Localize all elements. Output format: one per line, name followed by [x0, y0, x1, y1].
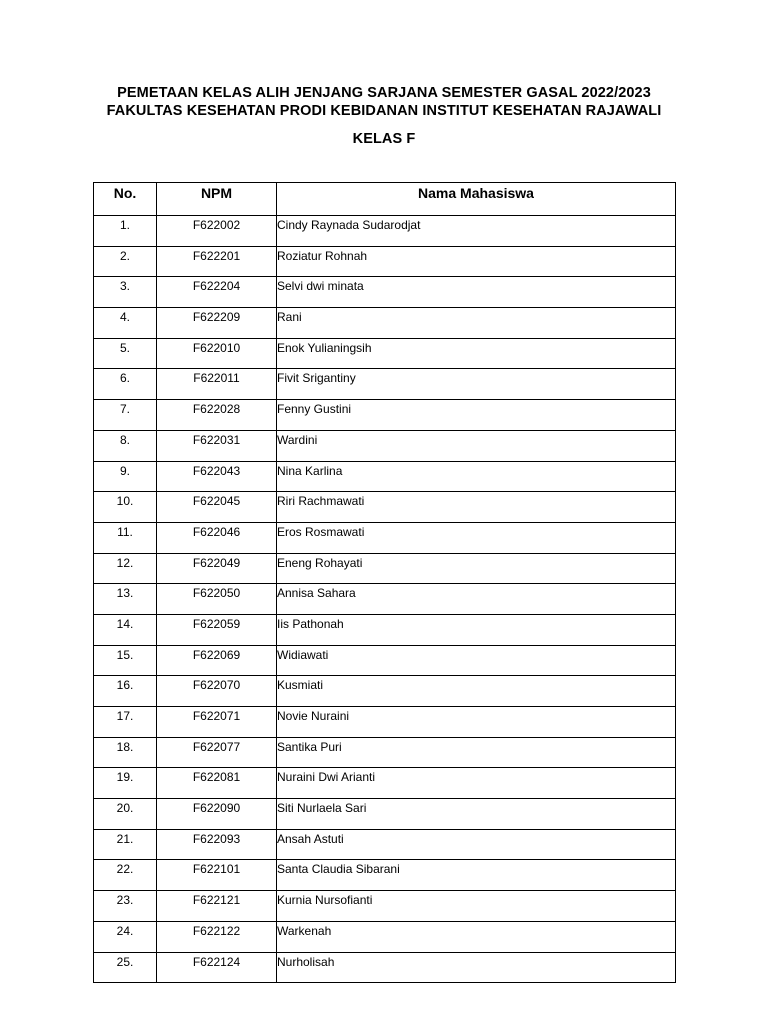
student-npm: F622093: [157, 829, 277, 860]
student-npm: F622002: [157, 216, 277, 247]
table-row: [94, 246, 676, 277]
table-row: [94, 737, 676, 768]
table-row: [94, 338, 676, 369]
table-row: [94, 645, 676, 676]
student-name: Enok Yulianingsih: [277, 338, 676, 369]
student-npm: F622028: [157, 400, 277, 431]
student-npm: F622122: [157, 921, 277, 952]
table-row: [94, 768, 676, 799]
document-subtitle: FAKULTAS KESEHATAN PRODI KEBIDANAN INSTITUT KESEHATAN RAJAWALI: [106, 103, 662, 119]
table-row: [94, 952, 676, 983]
table-row: [94, 400, 676, 431]
row-number: 15.: [94, 645, 157, 676]
student-npm: F622090: [157, 799, 277, 830]
student-npm: F622124: [157, 952, 277, 983]
student-name: Roziatur Rohnah: [277, 246, 676, 277]
row-number: 8.: [94, 430, 157, 461]
row-number: 16.: [94, 676, 157, 707]
document-title: PEMETAAN KELAS ALIH JENJANG SARJANA SEMESTER GASAL 2022/2023: [117, 85, 651, 101]
student-name: Rani: [277, 308, 676, 339]
row-number: 13.: [94, 584, 157, 615]
student-name: Fenny Gustini: [277, 400, 676, 431]
row-number: 21.: [94, 829, 157, 860]
student-name: Nina Karlina: [277, 461, 676, 492]
row-number: 5.: [94, 338, 157, 369]
student-npm: F622050: [157, 584, 277, 615]
column-header-no: No.: [94, 183, 157, 216]
student-npm: F622069: [157, 645, 277, 676]
student-name: Siti Nurlaela Sari: [277, 799, 676, 830]
student-npm: F622201: [157, 246, 277, 277]
row-number: 9.: [94, 461, 157, 492]
student-name: Cindy Raynada Sudarodjat: [277, 216, 676, 247]
table-row: [94, 522, 676, 553]
row-number: 17.: [94, 707, 157, 738]
student-npm: F622043: [157, 461, 277, 492]
student-npm: F622081: [157, 768, 277, 799]
table-row: [94, 492, 676, 523]
row-number: 3.: [94, 277, 157, 308]
student-name: Warkenah: [277, 921, 676, 952]
student-npm: F622071: [157, 707, 277, 738]
table-row: [94, 308, 676, 339]
student-name: Widiawati: [277, 645, 676, 676]
student-npm: F622209: [157, 308, 277, 339]
student-npm: F622045: [157, 492, 277, 523]
column-header-name: Nama Mahasiswa: [277, 183, 676, 216]
table-row: [94, 860, 676, 891]
student-npm: F622059: [157, 614, 277, 645]
row-number: 23.: [94, 891, 157, 922]
table-row: [94, 216, 676, 247]
student-name: Wardini: [277, 430, 676, 461]
student-name: Nuraini Dwi Arianti: [277, 768, 676, 799]
student-name: Ansah Astuti: [277, 829, 676, 860]
row-number: 10.: [94, 492, 157, 523]
student-npm: F622049: [157, 553, 277, 584]
student-npm: F622046: [157, 522, 277, 553]
table-row: [94, 829, 676, 860]
student-npm: F622011: [157, 369, 277, 400]
row-number: 12.: [94, 553, 157, 584]
student-table: [93, 182, 676, 983]
table-row: [94, 891, 676, 922]
table-body: [94, 216, 676, 983]
row-number: 22.: [94, 860, 157, 891]
row-number: 24.: [94, 921, 157, 952]
row-number: 18.: [94, 737, 157, 768]
row-number: 6.: [94, 369, 157, 400]
student-npm: F622077: [157, 737, 277, 768]
table-row: [94, 277, 676, 308]
table-row: [94, 369, 676, 400]
row-number: 20.: [94, 799, 157, 830]
row-number: 25.: [94, 952, 157, 983]
table-row: [94, 707, 676, 738]
student-name: Eneng Rohayati: [277, 553, 676, 584]
row-number: 7.: [94, 400, 157, 431]
table-row: [94, 584, 676, 615]
table-row: [94, 553, 676, 584]
row-number: 14.: [94, 614, 157, 645]
row-number: 1.: [94, 216, 157, 247]
student-name: Iis Pathonah: [277, 614, 676, 645]
student-name: Santa Claudia Sibarani: [277, 860, 676, 891]
student-name: Eros Rosmawati: [277, 522, 676, 553]
table-row: [94, 799, 676, 830]
student-npm: F622204: [157, 277, 277, 308]
table-header-row: [94, 183, 676, 216]
student-name: Santika Puri: [277, 737, 676, 768]
table-row: [94, 921, 676, 952]
student-npm: F622010: [157, 338, 277, 369]
table-row: [94, 461, 676, 492]
student-npm: F622121: [157, 891, 277, 922]
student-npm: F622070: [157, 676, 277, 707]
student-name: Novie Nuraini: [277, 707, 676, 738]
class-label: KELAS F: [352, 131, 416, 147]
student-npm: F622031: [157, 430, 277, 461]
student-name: Nurholisah: [277, 952, 676, 983]
student-name: Fivit Srigantiny: [277, 369, 676, 400]
row-number: 4.: [94, 308, 157, 339]
column-header-npm: NPM: [157, 183, 277, 216]
row-number: 19.: [94, 768, 157, 799]
student-name: Selvi dwi minata: [277, 277, 676, 308]
student-name: Riri Rachmawati: [277, 492, 676, 523]
student-name: Annisa Sahara: [277, 584, 676, 615]
student-name: Kusmiati: [277, 676, 676, 707]
student-npm: F622101: [157, 860, 277, 891]
table-row: [94, 614, 676, 645]
row-number: 2.: [94, 246, 157, 277]
table-row: [94, 430, 676, 461]
row-number: 11.: [94, 522, 157, 553]
table-row: [94, 676, 676, 707]
student-name: Kurnia Nursofianti: [277, 891, 676, 922]
